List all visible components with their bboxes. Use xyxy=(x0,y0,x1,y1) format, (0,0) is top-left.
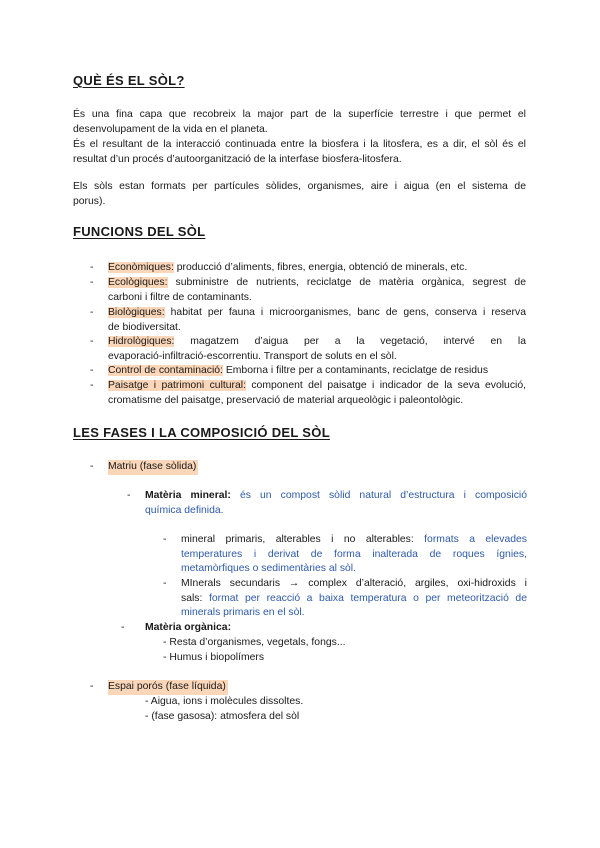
list-dash: - xyxy=(90,461,94,472)
function-desc: magatzem d’aigua per a la vegetació, intervé en la xyxy=(174,336,526,347)
function-item-paisatge xyxy=(108,379,526,408)
mineral-definition: química definida. xyxy=(145,504,224,516)
list-dash: - xyxy=(90,307,94,318)
function-desc: cromatisme del paisatge, preservació de material arqueològic i paleontològic. xyxy=(108,394,464,406)
list-dash: - xyxy=(163,578,167,589)
mineral-term: Matèria mineral: xyxy=(145,490,231,501)
phase-espai-poros-label: Espai porós (fase líquida) xyxy=(108,680,228,695)
organic-term: Matèria orgànica: xyxy=(145,622,232,633)
function-desc: carboni i filtre de contaminants. xyxy=(108,291,252,303)
intro-line: porus). xyxy=(73,196,106,207)
function-term: Ecològiques: xyxy=(108,277,168,288)
function-desc: habitat per fauna i microorganismes, banc de gens, conserva i reserva xyxy=(164,307,526,318)
function-desc: subministre de nutrients, reciclatge de matèria orgànica, segrest de xyxy=(167,277,526,288)
function-term: Paisatge i patrimoni cultural: xyxy=(108,380,246,391)
mineral-matter-item xyxy=(145,489,527,518)
mineral-definition: és un compost sòlid natural d’estructura i composició xyxy=(230,490,527,501)
function-desc: component del paisatge i indicador de la seva evolució, xyxy=(245,380,526,391)
function-item-hidrologiques xyxy=(108,335,526,364)
organic-subitem: - Resta d’organismes, vegetals, fongs... xyxy=(163,637,346,648)
list-dash: - xyxy=(121,622,125,633)
list-dash: - xyxy=(90,262,94,273)
list-dash: - xyxy=(163,534,167,545)
intro-paragraph-3 xyxy=(73,179,526,209)
secondary-text: MInerals secundaris → complex d’alteració, argiles, oxi-hidroxids i xyxy=(181,578,527,589)
function-term: Econòmiques: xyxy=(108,262,174,273)
function-item-ecologiques xyxy=(108,276,526,305)
pores-subitem: - Aigua, ions i molècules dissoltes. xyxy=(145,696,304,707)
function-term: Biològiques: xyxy=(108,307,165,318)
primary-text: mineral primaris, alterables i no alterables: xyxy=(181,534,414,545)
list-dash: - xyxy=(90,681,94,692)
secondary-minerals-item xyxy=(181,577,527,621)
secondary-definition: format per reacció a baixa temperatura o per meteorització de xyxy=(202,592,527,604)
intro-paragraph-1 xyxy=(73,107,526,167)
primary-definition: formats a elevades xyxy=(413,534,527,545)
heading-que-es-el-sol: QUÈ ÉS EL SÒL? xyxy=(73,73,185,88)
list-dash: - xyxy=(127,490,131,501)
intro-line: desenvolupament de la vida en el planeta. xyxy=(73,124,268,135)
phase-matriu-label: Matriu (fase sòlida) xyxy=(108,460,198,475)
secondary-definition: minerals primaris en el sòl. xyxy=(181,607,305,619)
intro-line: És el resultant de la interacció continuada entre la biosfera i la litosfera, es a dir, el sòl és el xyxy=(73,139,526,150)
function-desc: de biodiversitat. xyxy=(108,321,181,333)
function-term: Hidrològiques: xyxy=(108,336,175,347)
heading-fases-composicio: LES FASES I LA COMPOSICIÓ DEL SÒL xyxy=(73,425,330,440)
function-desc: producció d’aliments, fibres, energia, obtenció de minerals, etc. xyxy=(173,262,468,273)
list-dash: - xyxy=(90,336,94,347)
intro-line: Els sòls estan formats per partícules sòlides, organismes, aire i aigua (en el sistema de xyxy=(73,181,526,192)
intro-line: resultat d’un procés d’autoorganització de la interfase biosfera-litosfera. xyxy=(73,154,402,165)
function-item-economiques xyxy=(108,261,526,276)
primary-definition: temperatures i derivat de forma inalterada de roques ígnies, xyxy=(181,548,527,560)
heading-funcions-del-sol: FUNCIONS DEL SÒL xyxy=(73,224,206,239)
function-item-control-contaminacio xyxy=(108,364,526,379)
intro-line: És una fina capa que recobreix la major part de la superfície terrestre i que permet el xyxy=(73,109,526,120)
pores-subitem: - (fase gasosa): atmosfera del sòl xyxy=(145,711,300,722)
function-desc: evaporació-infiltració-escorrentiu. Transport de soluts en el sòl. xyxy=(108,350,397,362)
primary-minerals-item xyxy=(181,533,527,577)
function-term: Control de contaminació: xyxy=(108,365,223,376)
function-item-biologiques xyxy=(108,306,526,335)
primary-definition: metamòrfiques o sedimentàries al sòl. xyxy=(181,563,356,575)
list-dash: - xyxy=(90,277,94,288)
organic-subitem: - Humus i biopolímers xyxy=(163,652,265,663)
list-dash: - xyxy=(90,380,94,391)
list-dash: - xyxy=(90,365,94,376)
function-desc: Emborna i filtre per a contaminants, reciclatge de residus xyxy=(222,365,489,376)
secondary-text: sals: xyxy=(181,592,203,604)
